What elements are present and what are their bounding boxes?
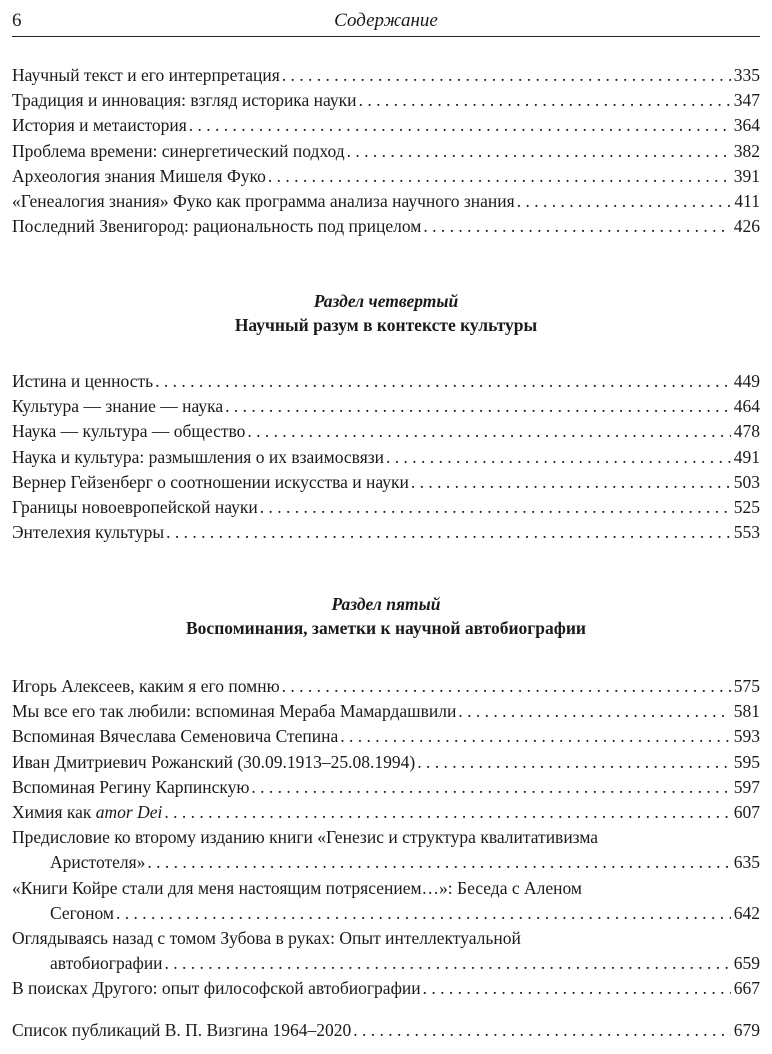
dot-leader [164, 800, 730, 825]
entry-page: 553 [733, 522, 760, 543]
entry-title-line1: «Книги Койре стали для меня настоящим потрясением…»: Беседа с Аленом [12, 877, 582, 898]
entry-title: Наука — культура — общество [12, 421, 246, 442]
toc-entry[interactable] [12, 88, 760, 113]
entry-page: 411 [734, 190, 760, 211]
entry-title: Истина и ценность [12, 371, 154, 391]
entry-title: Научный текст и его интерпретация [12, 65, 280, 85]
entry-title [12, 800, 162, 825]
toc-entry[interactable] [12, 470, 760, 495]
toc-entry[interactable] [12, 724, 760, 749]
dot-leader [417, 750, 731, 775]
toc-section-5 [12, 674, 760, 1001]
entry-title-line1: Предисловие ко второму изданию книги «Генезис и структура квалитативизма [12, 827, 599, 848]
toc-entry[interactable] [12, 113, 760, 138]
entry-title: Вспоминая Вячеслава Семеновича Степина [12, 726, 339, 747]
dot-leader [282, 63, 731, 88]
dot-leader [147, 850, 730, 875]
dot-leader [116, 901, 731, 926]
entry-title-italic: amor Dei [95, 801, 163, 822]
toc-entry-multiline[interactable] [12, 926, 760, 976]
toc-entry[interactable] [12, 699, 760, 724]
toc-entry[interactable] [12, 445, 760, 470]
dot-leader [340, 724, 730, 749]
toc-entry[interactable] [12, 674, 760, 699]
entry-title: История и метаистория [12, 115, 187, 136]
entry-title: Наука и культура: размышления о их взаимосвязи [12, 446, 385, 467]
page-number: 6 [12, 10, 22, 31]
toc-entry[interactable] [12, 1018, 760, 1043]
entry-page: 347 [733, 90, 760, 111]
toc-entry[interactable] [12, 495, 760, 520]
entry-page: 335 [733, 65, 760, 85]
entry-title-line2: автобиографии [50, 953, 163, 974]
dot-leader [423, 976, 731, 1001]
dot-leader [189, 113, 731, 138]
entry-page: 667 [733, 978, 760, 999]
dot-leader [166, 520, 731, 545]
entry-page: 525 [733, 496, 760, 517]
dot-leader [225, 394, 731, 419]
dot-leader [282, 674, 731, 699]
entry-title: В поисках Другого: опыт философской автобиографии [12, 978, 421, 999]
toc-entry[interactable] [12, 520, 760, 545]
toc-entry[interactable] [12, 139, 760, 164]
toc-entry[interactable] [12, 63, 760, 88]
toc-entry[interactable] [12, 189, 760, 214]
toc-entry[interactable] [12, 750, 760, 775]
entry-page: 464 [733, 396, 760, 417]
toc-entry[interactable] [12, 214, 760, 239]
dot-leader [386, 445, 731, 470]
toc-entry[interactable] [12, 976, 760, 1001]
section-5-heading [0, 592, 772, 640]
entry-title: Иван Дмитриевич Рожанский (30.09.1913–25.08.1994) [12, 751, 416, 772]
entry-page: 391 [733, 165, 760, 186]
entry-page: 575 [733, 676, 760, 696]
dot-leader [458, 699, 730, 724]
dot-leader [247, 419, 730, 444]
entry-title: Культура — знание — наука [12, 396, 224, 417]
entry-page: 364 [733, 115, 760, 136]
entry-title: Проблема времени: синергетический подход [12, 140, 345, 161]
entry-title: Список публикаций В. П. Визгина 1964–2020 [12, 1020, 352, 1040]
entry-page: 597 [733, 776, 760, 797]
dot-leader [155, 369, 731, 394]
entry-title: Границы новоевропейской науки [12, 496, 258, 517]
toc-entry[interactable] [12, 164, 760, 189]
toc-entry[interactable] [12, 369, 760, 394]
running-title: Содержание [334, 10, 438, 31]
toc-final [12, 1018, 760, 1043]
toc-entry[interactable] [12, 775, 760, 800]
entry-page: 426 [733, 216, 760, 237]
entry-title-prefix: Химия как [12, 801, 96, 822]
toc-entry-multiline[interactable] [12, 876, 760, 926]
dot-leader [423, 214, 730, 239]
entry-page: 478 [733, 421, 760, 442]
entry-page: 382 [733, 140, 760, 161]
entry-page: 581 [733, 701, 760, 722]
toc-entry[interactable] [12, 419, 760, 444]
entry-page: 659 [733, 953, 760, 974]
section-4-heading [0, 289, 772, 337]
dot-leader [353, 1018, 730, 1043]
entry-page: 593 [733, 726, 760, 747]
entry-title-line1: Оглядываясь назад с томом Зубова в руках: Опыт интеллектуальной [12, 927, 521, 948]
page-header [12, 10, 760, 37]
dot-leader [517, 189, 732, 214]
entry-page: 449 [733, 371, 760, 391]
entry-page: 491 [733, 446, 760, 467]
toc-entry[interactable] [12, 394, 760, 419]
toc-section-4 [12, 369, 760, 545]
entry-title: Археология знания Мишеля Фуко [12, 165, 266, 186]
section-label: Раздел четвертый [313, 291, 459, 311]
dot-leader [268, 164, 731, 189]
entry-title: Вспоминая Регину Карпинскую [12, 776, 250, 797]
entry-page: 595 [733, 751, 760, 772]
dot-leader [251, 775, 730, 800]
dot-leader [359, 88, 731, 113]
toc-group-1 [12, 63, 760, 239]
dot-leader [411, 470, 731, 495]
entry-title: Традиция и инновация: взгляд историка науки [12, 90, 357, 111]
entry-title: Энтелехия культуры [12, 522, 165, 543]
entry-title: Вернер Гейзенберг о соотношении искусства и науки [12, 471, 409, 492]
dot-leader [165, 951, 731, 976]
entry-title-line2: Сегоном [50, 902, 115, 923]
dot-leader [347, 139, 731, 164]
section-title: Воспоминания, заметки к научной автобиографии [186, 618, 586, 638]
dot-leader [260, 495, 731, 520]
entry-page: 679 [733, 1020, 760, 1040]
toc-entry[interactable] [12, 800, 760, 825]
section-label: Раздел пятый [331, 594, 441, 614]
entry-page: 642 [733, 902, 760, 923]
entry-page: 607 [733, 801, 760, 822]
entry-page: 503 [733, 471, 760, 492]
entry-title: «Генеалогия знания» Фуко как программа анализа научного знания [12, 190, 515, 211]
entry-title: Игорь Алексеев, каким я его помню [12, 676, 280, 696]
entry-page: 635 [733, 852, 760, 873]
toc-entry-multiline[interactable] [12, 825, 760, 875]
entry-title-line2: Аристотеля» [50, 852, 146, 873]
section-title: Научный разум в контексте культуры [234, 315, 538, 335]
entry-title: Последний Звенигород: рациональность под прицелом [12, 216, 422, 237]
entry-title: Мы все его так любили: вспоминая Мераба Мамардашвили [12, 701, 457, 722]
